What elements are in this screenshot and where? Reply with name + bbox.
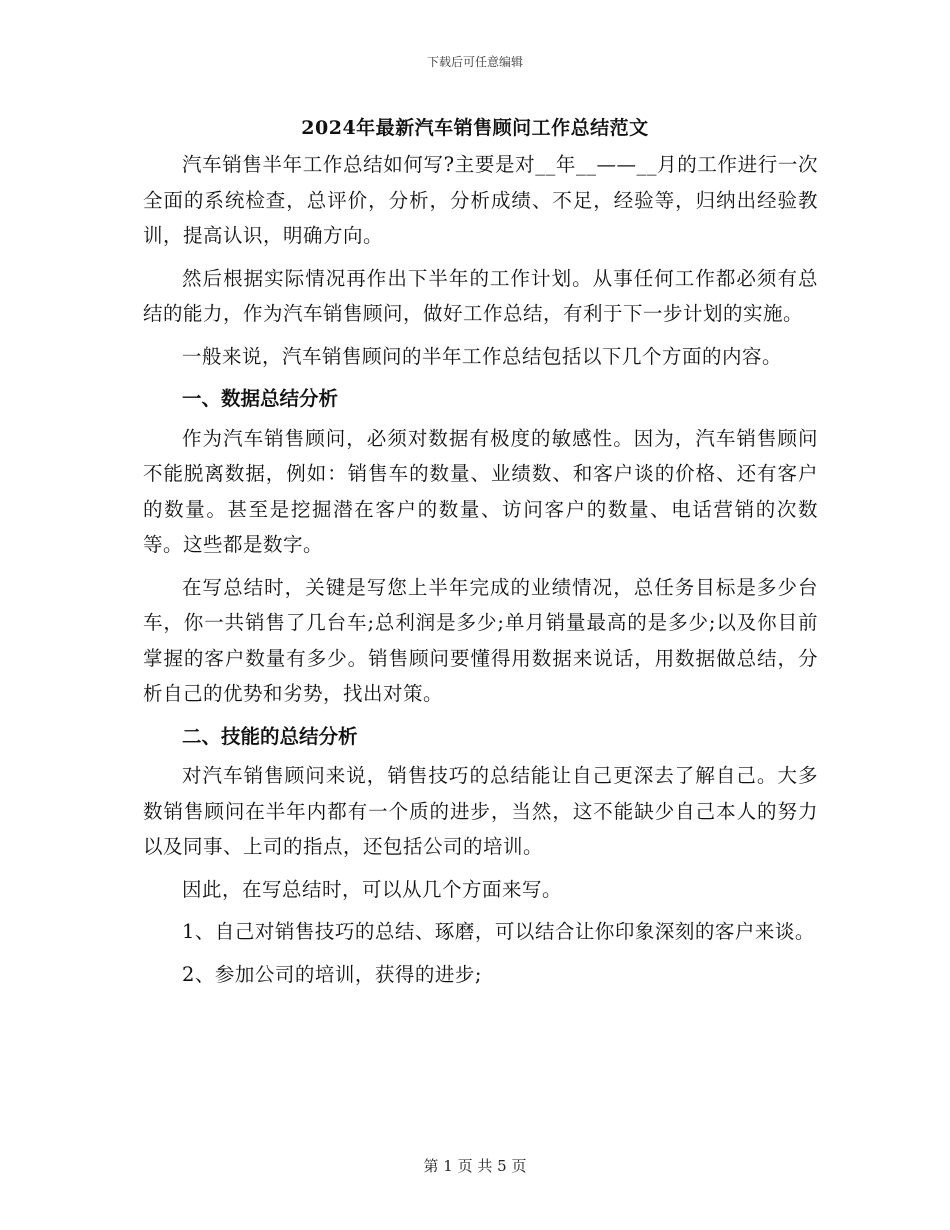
intro-paragraph-3: 一般来说，汽车销售顾问的半年工作总结包括以下几个方面的内容。 [182, 344, 783, 368]
section-heading-skills-analysis: 二、技能的总结分析 [182, 724, 358, 748]
section2-list-item-2: 2、参加公司的培训，获得的进步; [182, 962, 482, 986]
section1-paragraph-2: 在写总结时，关键是写您上半年完成的业绩情况，总任务目标是多少台车，你一共销售了几台车;总利润是多少;单月销量最高的是多少;以及你目前掌握的客户数量有多少。销售顾问要懂得用数据来说话，用数据做总结，分析自己的优势和劣势，找出对策。 [143, 575, 818, 705]
document-body [143, 147, 818, 999]
section2-list-item-1: 1、自己对销售技巧的总结、琢磨，可以结合让你印象深刻的客户来谈。 [182, 920, 815, 943]
section1-paragraph-1: 作为汽车销售顾问，必须对数据有极度的敏感性。因为，汽车销售顾问不能脱离数据，例如：销售车的数量、业绩数、和客户谈的价格、还有客户的数量。甚至是挖掘潜在客户的数量、访问客户的数量、电话营销的次数等。这些都是数字。 [143, 426, 818, 556]
page-number: 第 1 页 共 5 页 [423, 1157, 527, 1175]
intro-paragraph-2: 然后根据实际情况再作出下半年的工作计划。从事任何工作都必须有总结的能力，作为汽车销售顾问，做好工作总结，有利于下一步计划的实施。 [143, 266, 818, 325]
section2-paragraph-2: 因此，在写总结时，可以从几个方面来写。 [182, 877, 563, 901]
header-note: 下载后可任意编辑 [426, 55, 523, 69]
section-heading-data-analysis: 一、数据总结分析 [182, 387, 339, 410]
intro-paragraph-1: 汽车销售半年工作总结如何写?主要是对__年__——__月的工作进行一次全面的系统检查，总评价，分析，分析成绩、不足，经验等，归纳出经验教训，提高认识，明确方向。 [143, 153, 818, 247]
section2-paragraph-1: 对汽车销售顾问来说，销售技巧的总结能让自己更深去了解自己。大多数销售顾问在半年内都有一个质的进步，当然，这不能缺少自己本人的努力以及同事、上司的指点，还包括公司的培训。 [143, 764, 818, 858]
document-title: 2024年最新汽车销售顾问工作总结范文 [301, 117, 649, 139]
